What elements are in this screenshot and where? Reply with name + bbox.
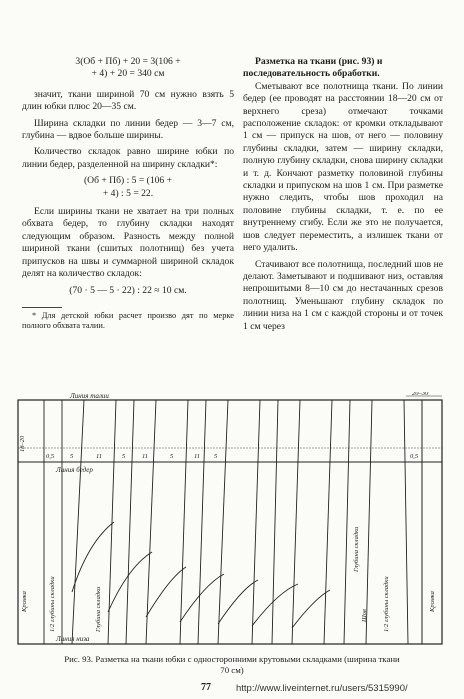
- label-corner-dimension: 20–30: [412, 392, 429, 397]
- svg-text:0,5: 0,5: [46, 453, 55, 460]
- paragraph: значит, ткани шириной 70 см нужно взять 5 длин юбки плюс 20—35 см.: [22, 88, 234, 113]
- footnote-rule: [22, 307, 62, 308]
- svg-text:0,5: 0,5: [410, 453, 419, 460]
- figure-caption: Рис. 93. Разметка на ткани юбки с односторонними крутовыми складками (ширина ткани 70 см): [64, 654, 400, 675]
- paragraph: Если ширины ткани не хватает на три полных обхвата бедер, то глубину складки находят следующим образом. Разность между полной шириной ткани (сшитых полотнищ) без учета припусков на швы и суммарной шириной складок делят на количество складок:: [22, 206, 234, 280]
- formula-pleat-count: [22, 175, 234, 200]
- svg-text:5: 5: [214, 453, 218, 460]
- svg-text:11: 11: [194, 453, 201, 460]
- section-heading: Разметка на ткани (рис. 93) и последовательность обработки.: [243, 56, 383, 80]
- formula-line: (Об + Пб) : 5 = (106 +: [83, 175, 173, 187]
- formula-fabric-length: [22, 56, 234, 81]
- pleat-layout-drawing: [10, 392, 454, 648]
- right-text-column: [243, 56, 443, 337]
- formula-line: + 4) : 5 = 22.: [102, 187, 154, 199]
- watermark-url: http://www.liveinternet.ru/users/5315990/: [236, 683, 408, 694]
- svg-text:5: 5: [122, 453, 126, 460]
- label-hem-line: Линия низа: [56, 635, 90, 643]
- label-waist-line: Линия талии: [70, 392, 109, 400]
- left-text-column: [22, 56, 234, 336]
- pleat-dimension-values: [46, 453, 419, 460]
- formula-line: 3(Об + Пб) + 20 = 3(106 +: [75, 56, 181, 67]
- svg-text:5: 5: [70, 453, 74, 460]
- formula-pleat-depth: (70 · 5 — 5 · 22) : 22 ≈ 10 см.: [69, 284, 187, 296]
- svg-text:11: 11: [96, 453, 103, 460]
- paragraph: Количество складок равно ширине юбки по линии бедер, разделенной на ширину складки*:: [22, 146, 234, 170]
- page-number: 77: [201, 682, 211, 693]
- paragraph: Сметывают все полотнища ткани. По линии бедер (ее проводят на расстоянии 18—20 см от верхнего среза) отмечают точками расположение складок: от кромки откладывают 1 см — припуск на шов, от него — половину глубины складки, затем — ширину складки, полную глубину складки, снова ширину складки и т. д. Кончают разметку половиной глубины складки и припуском на шов 1 см. При разметке нужно следить, чтобы шов проходил на половине глубины складки, т. е. по ее внутреннему сгибу. Если же это не получается, шов следует переместить, а излишек ткани от него удалить.: [243, 80, 443, 254]
- svg-text:Глубина складки: Глубина складки: [95, 586, 102, 632]
- svg-text:Кромка: Кромка: [429, 591, 436, 612]
- svg-text:11: 11: [142, 453, 149, 460]
- svg-text:Кромка: Кромка: [21, 591, 28, 612]
- formula-line: + 4) + 20 = 340 см: [91, 68, 165, 80]
- paragraph: Ширина складки по линии бедер — 3—7 см, глубина — вдвое больше ширины.: [22, 117, 234, 142]
- vertical-labels: [21, 526, 436, 633]
- svg-text:Шов: Шов: [361, 609, 368, 622]
- label-hip-line: Линия бедер: [56, 466, 93, 474]
- svg-text:Глубина складки: Глубина складки: [353, 526, 360, 572]
- svg-text:1/2 глубины складки: 1/2 глубины складки: [383, 576, 390, 632]
- footnote: * Для детской юбки расчет произво дят по мерке полного обхвата талии.: [22, 310, 234, 331]
- svg-text:5: 5: [170, 453, 174, 460]
- paragraph: Стачивают все полотнища, последний шов не делают. Заметывают и подшивают низ, оставляя непрошитыми 8—10 см до нестачанных срезов полотнищ. Уменьшают глубину складок по линии низа на 1 см с каждой стороны и от точек 1 см через: [243, 258, 443, 332]
- svg-text:1/2 глубины складки: 1/2 глубины складки: [49, 576, 56, 632]
- figure-93-pleat-layout: [10, 392, 454, 648]
- label-top-dimension: 18–20: [19, 435, 26, 452]
